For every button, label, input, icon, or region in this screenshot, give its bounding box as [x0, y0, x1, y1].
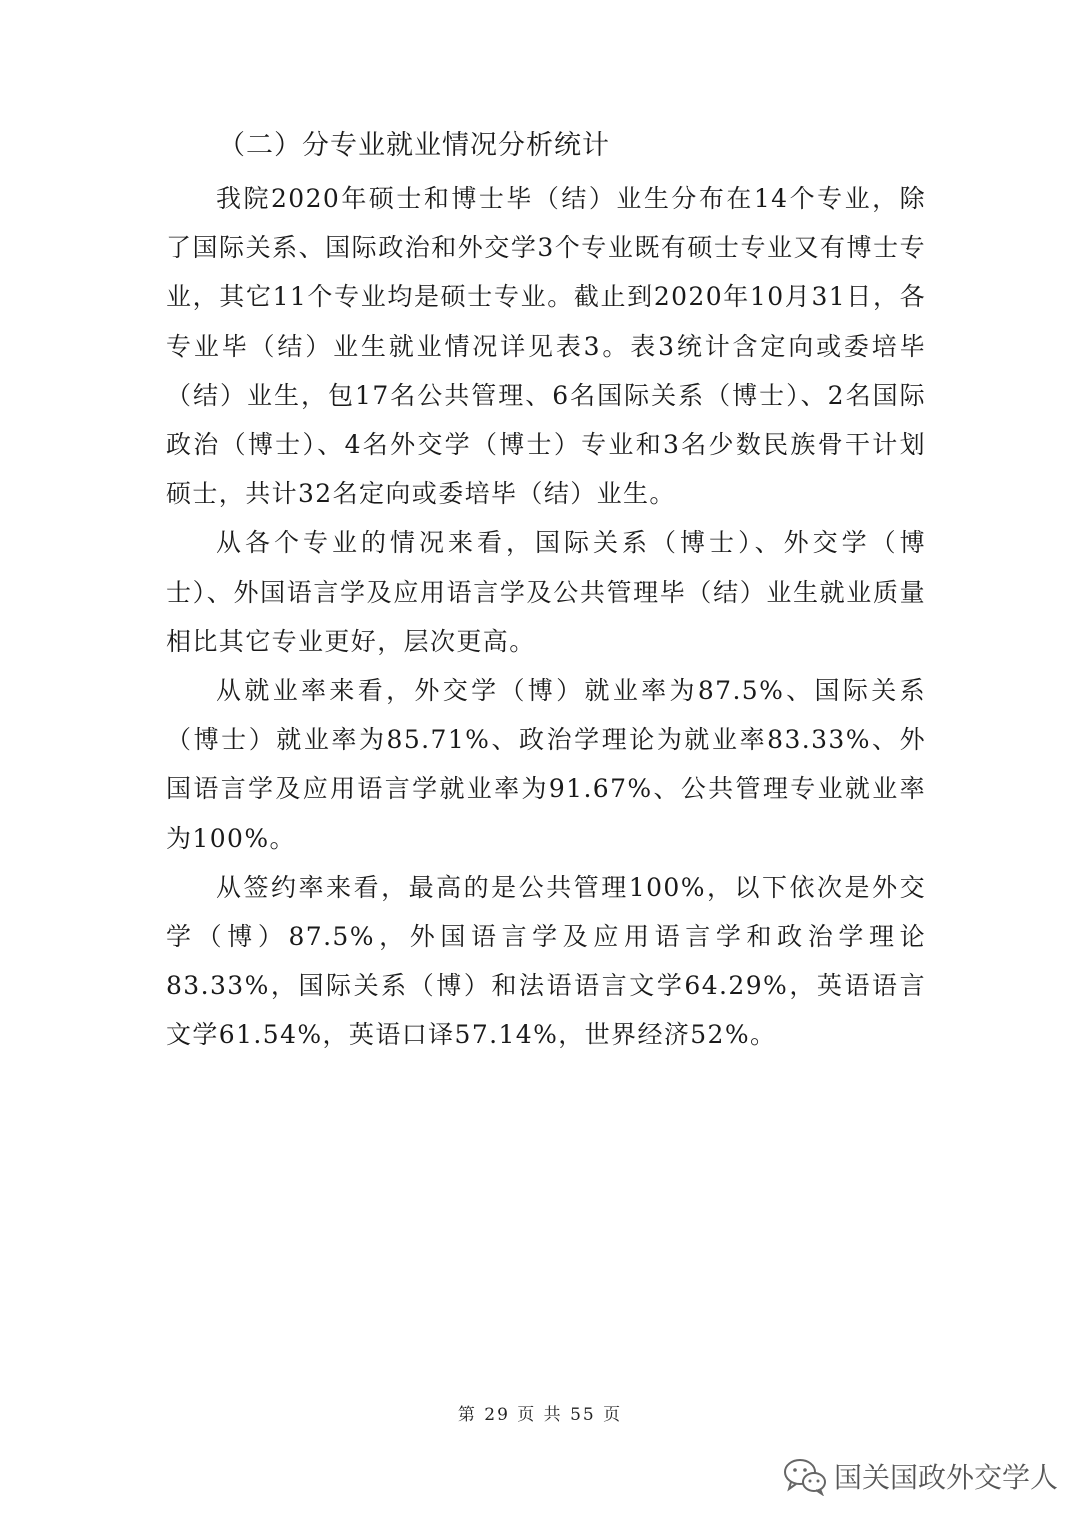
watermark — [782, 1456, 1058, 1496]
wechat-icon — [782, 1456, 828, 1496]
paragraph: 从就业率来看，外交学（博）就业率为87.5%、国际关系（博士）就业率为85.71%、政治学理论为就业率83.33%、外国语言学及应用语言学就业率为91.67%、公共管理专业就业率为100%。 — [166, 676, 926, 853]
watermark-text: 国关国政外交学人 — [834, 1461, 1059, 1494]
page-number-footer: 第 29 页 共 55 页 — [457, 1405, 623, 1425]
section-heading: （二）分专业就业情况分析统计 — [218, 130, 610, 161]
paragraph: 从签约率来看，最高的是公共管理100%，以下依次是外交学（博）87.5%，外国语言学及应用语言学和政治学理论83.33%，国际关系（博）和法语语言文学64.29%，英语语言文学61.54%，英语口译57.14%，世界经济52%。 — [166, 872, 926, 1050]
body-text — [166, 174, 926, 1060]
paragraph: 我院2020年硕士和博士毕（结）业生分布在14个专业，除了国际关系、国际政治和外交学3个专业既有硕士专业又有博士专业，其它11个专业均是硕士专业。截止到2020年10月31日，各专业毕（结）业生就业情况详见表3。表3统计含定向或委培毕（结）业生，包17名公共管理、6名国际关系（博士）、2名国际政治（博士）、4名外交学（博士）专业和3名少数民族骨干计划硕士，共计32名定向或委培毕（结）业生。 — [166, 184, 926, 509]
paragraph: 从各个专业的情况来看，国际关系（博士）、外交学（博士）、外国语言学及应用语言学及公共管理毕（结）业生就业质量相比其它专业更好，层次更高。 — [166, 528, 926, 656]
